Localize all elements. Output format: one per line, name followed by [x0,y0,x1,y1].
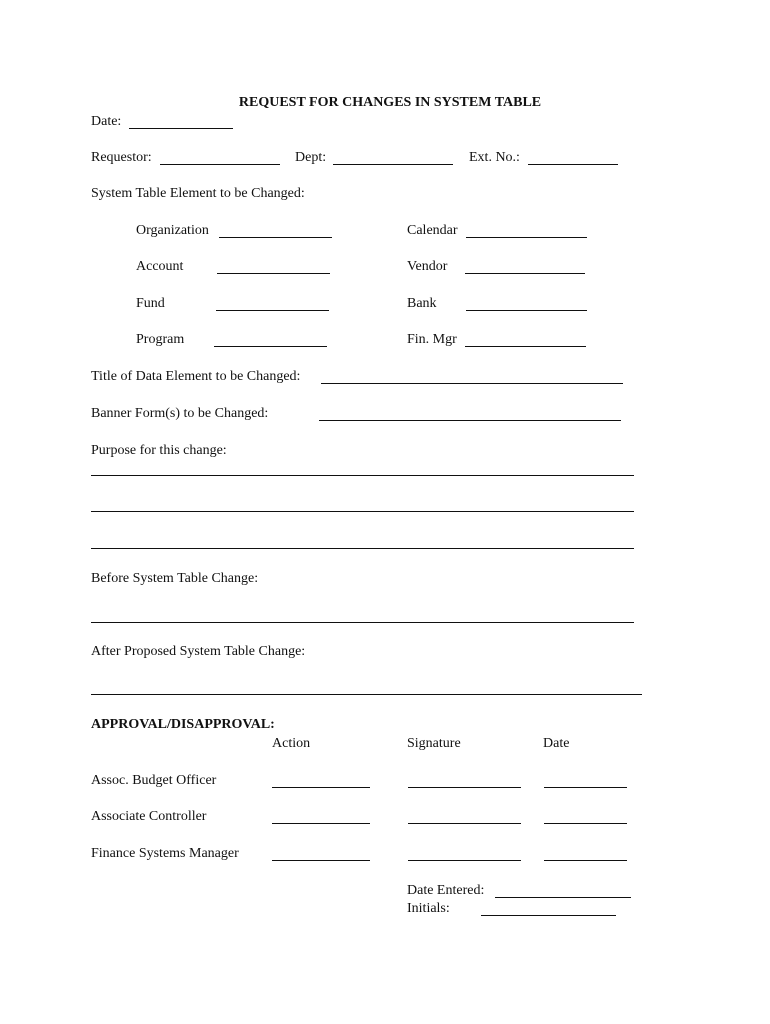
dept-field[interactable] [333,164,453,165]
fund-field[interactable] [216,310,329,311]
controller-action-field[interactable] [272,823,370,824]
vendor-field[interactable] [465,273,585,274]
approval-heading: APPROVAL/DISAPPROVAL: [91,717,275,732]
after-line[interactable] [91,694,642,695]
column-action: Action [272,736,311,751]
before-label: Before System Table Change: [91,571,259,586]
requestor-label: Requestor: [91,150,152,165]
initials-field[interactable] [481,915,616,916]
date-field[interactable] [129,128,233,129]
purpose-label: Purpose for this change: [91,443,227,458]
purpose-line-3[interactable] [91,548,634,549]
ext-label: Ext. No.: [469,150,520,165]
element-label-organization: Organization [136,223,209,238]
organization-field[interactable] [219,237,332,238]
budget-officer-action-field[interactable] [272,787,370,788]
date-entered-field[interactable] [495,897,631,898]
fsm-action-field[interactable] [272,860,370,861]
elements-heading: System Table Element to be Changed: [91,186,305,201]
title-data-field[interactable] [321,383,623,384]
approval-row-label-budget-officer: Assoc. Budget Officer [91,773,217,788]
account-field[interactable] [217,273,330,274]
controller-signature-field[interactable] [408,823,521,824]
page-title: REQUEST FOR CHANGES IN SYSTEM TABLE [238,95,542,110]
approval-row-label-finance-systems-manager: Finance Systems Manager [91,846,239,861]
fin-mgr-field[interactable] [465,346,586,347]
title-data-label: Title of Data Element to be Changed: [91,369,301,384]
fsm-date-field[interactable] [544,860,627,861]
element-label-account: Account [136,259,184,274]
budget-officer-signature-field[interactable] [408,787,521,788]
ext-field[interactable] [528,164,618,165]
controller-date-field[interactable] [544,823,627,824]
requestor-field[interactable] [160,164,280,165]
date-entered-label: Date Entered: [407,883,485,898]
element-label-calendar: Calendar [407,223,458,238]
after-label: After Proposed System Table Change: [91,644,306,659]
bank-field[interactable] [466,310,587,311]
calendar-field[interactable] [466,237,587,238]
program-field[interactable] [214,346,327,347]
date-label: Date: [91,114,122,129]
banner-forms-label: Banner Form(s) to be Changed: [91,406,269,421]
element-label-fin-mgr: Fin. Mgr [407,332,457,347]
column-date: Date [543,736,570,751]
purpose-line-2[interactable] [91,511,634,512]
fsm-signature-field[interactable] [408,860,521,861]
approval-row-label-associate-controller: Associate Controller [91,809,207,824]
element-label-vendor: Vendor [407,259,448,274]
banner-forms-field[interactable] [319,420,621,421]
column-signature: Signature [407,736,461,751]
purpose-line-1[interactable] [91,475,634,476]
initials-label: Initials: [407,901,450,916]
element-label-bank: Bank [407,296,437,311]
before-line[interactable] [91,622,634,623]
dept-label: Dept: [295,150,327,165]
budget-officer-date-field[interactable] [544,787,627,788]
element-label-fund: Fund [136,296,165,311]
element-label-program: Program [136,332,185,347]
